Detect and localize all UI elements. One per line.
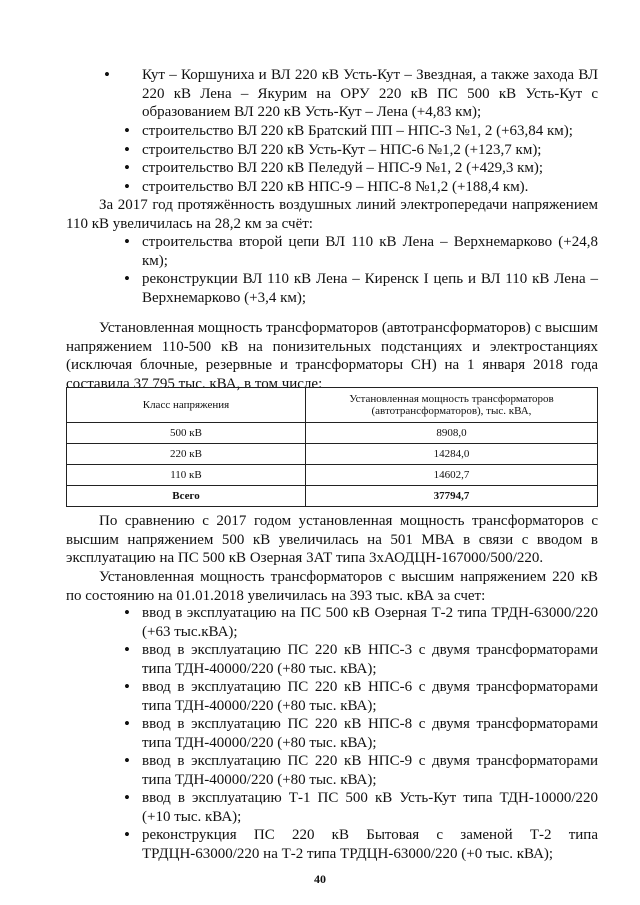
para-capacity-block: [66, 319, 598, 393]
para-110-block: [66, 196, 598, 233]
bullets-110-block: [114, 233, 598, 307]
list-item: • ввод в эксплуатацию ПС 220 кВ НПС-6 с двумя трансформаторами типа ТДН-40000/220 (+80 тыс. кВА);: [114, 678, 598, 715]
list-item: • строительство ВЛ 220 кВ Усть-Кут – НПС-6 №1,2 (+123,7 км);: [114, 141, 598, 160]
list-item: • реконструкции ВЛ 110 кВ Лена – Киренск I цепь и ВЛ 110 кВ Лена – Верхнемарково (+3,4 км);: [114, 270, 598, 307]
list-item: • строительство ВЛ 220 кВ Братский ПП – НПС-3 №1, 2 (+63,84 км);: [114, 122, 598, 141]
para-110: За 2017 год протяжённость воздушных линий электропередачи напряжением 110 кВ увеличилась на 28,2 км за счёт:: [66, 197, 598, 232]
para-capacity: Установленная мощность трансформаторов (автотрансформаторов) с высшим напряжением 110-500 кВ на понизительных подстанциях и электростанциях (исключая блочные, резервные и трансформаторы СН) на 1 января 2018 года составила 37 795 тыс. кВА, в том числе:: [66, 320, 598, 392]
continuation-text: Кут – Коршуниха и ВЛ 220 кВ Усть-Кут – Звездная, а также захода ВЛ 220 кВ Лена – Якурим на ОРУ 220 кВ ПС 500 кВ Усть-Кут с образованием ВЛ 220 кВ Усть-Кут – Лена (+4,83 км);: [142, 67, 598, 120]
continuation-list: [94, 66, 598, 122]
cell-capacity: 14602,7: [305, 465, 597, 486]
list-item: • строительство ВЛ 220 кВ Пеледуй – НПС-9 №1, 2 (+429,3 км);: [114, 159, 598, 178]
para-compare: По сравнению с 2017 годом установленная мощность трансформаторов с высшим напряжением 500 кВ увеличилась на 501 МВА в связи с вводом в эксплуатацию на ПС 500 кВ Озерная 3АТ типа 3хАОДЦН-167000/500/220.: [66, 513, 598, 566]
list-item: • ввод в эксплуатацию ПС 220 кВ НПС-8 с двумя трансформаторами типа ТДН-40000/220 (+80 тыс. кВА);: [114, 715, 598, 752]
table-header-row: [67, 388, 598, 423]
table-row: [67, 465, 598, 486]
table-total-row: [67, 486, 598, 507]
header-voltage-class: Класс напряжения: [67, 388, 306, 423]
bullets-tr220-list: [114, 604, 598, 863]
table-row: [67, 423, 598, 444]
cell-voltage: 110 кВ: [67, 465, 306, 486]
list-item: • ввод в эксплуатацию Т-1 ПС 500 кВ Усть-Кут типа ТДН-10000/220 (+10 тыс. кВА);: [114, 789, 598, 826]
top-continuation-block: [94, 66, 598, 122]
header-capacity: Установленная мощность трансформаторов (автотрансформаторов), тыс. кВА,: [305, 388, 597, 423]
para-220-block: [66, 568, 598, 605]
cell-voltage: 220 кВ: [67, 444, 306, 465]
capacity-table: [66, 387, 598, 507]
list-item: • реконструкция ПС 220 кВ Бытовая с заменой Т-2 типа ТРДЦН-63000/220 на Т-2 типа ТРДЦН-63000/220 (+0 тыс. кВА);: [114, 826, 598, 863]
list-item: • ввод в эксплуатацию ПС 220 кВ НПС-3 с двумя трансформаторами типа ТДН-40000/220 (+80 тыс. кВА);: [114, 641, 598, 678]
para-compare-block: [66, 512, 598, 568]
list-item: • строительства второй цепи ВЛ 110 кВ Лена – Верхнемарково (+24,8 км);: [114, 233, 598, 270]
cell-total-value: 37794,7: [305, 486, 597, 507]
list-item: • строительство ВЛ 220 кВ НПС-9 – НПС-8 №1,2 (+188,4 км).: [114, 178, 598, 197]
para-220: Установленная мощность трансформаторов с высшим напряжением 220 кВ по состоянию на 01.01.2018 увеличилась на 393 тыс. кВА за счет:: [66, 569, 598, 604]
cell-capacity: 14284,0: [305, 444, 597, 465]
bullets-tr220-block: [114, 604, 598, 863]
cell-voltage: 500 кВ: [67, 423, 306, 444]
bullets-220-block: [114, 122, 598, 196]
bullets-110-list: [114, 233, 598, 307]
table-row: [67, 444, 598, 465]
cell-capacity: 8908,0: [305, 423, 597, 444]
list-item: • ввод в эксплуатацию ПС 220 кВ НПС-9 с двумя трансформаторами типа ТДН-40000/220 (+80 тыс. кВА);: [114, 752, 598, 789]
bullets-220-list: [114, 122, 598, 196]
page-number: 40: [314, 872, 326, 886]
list-item: • ввод в эксплуатацию на ПС 500 кВ Озерная Т-2 типа ТРДН-63000/220 (+63 тыс.кВА);: [114, 604, 598, 641]
continuation-item: [94, 66, 598, 122]
cell-total-label: Всего: [67, 486, 306, 507]
